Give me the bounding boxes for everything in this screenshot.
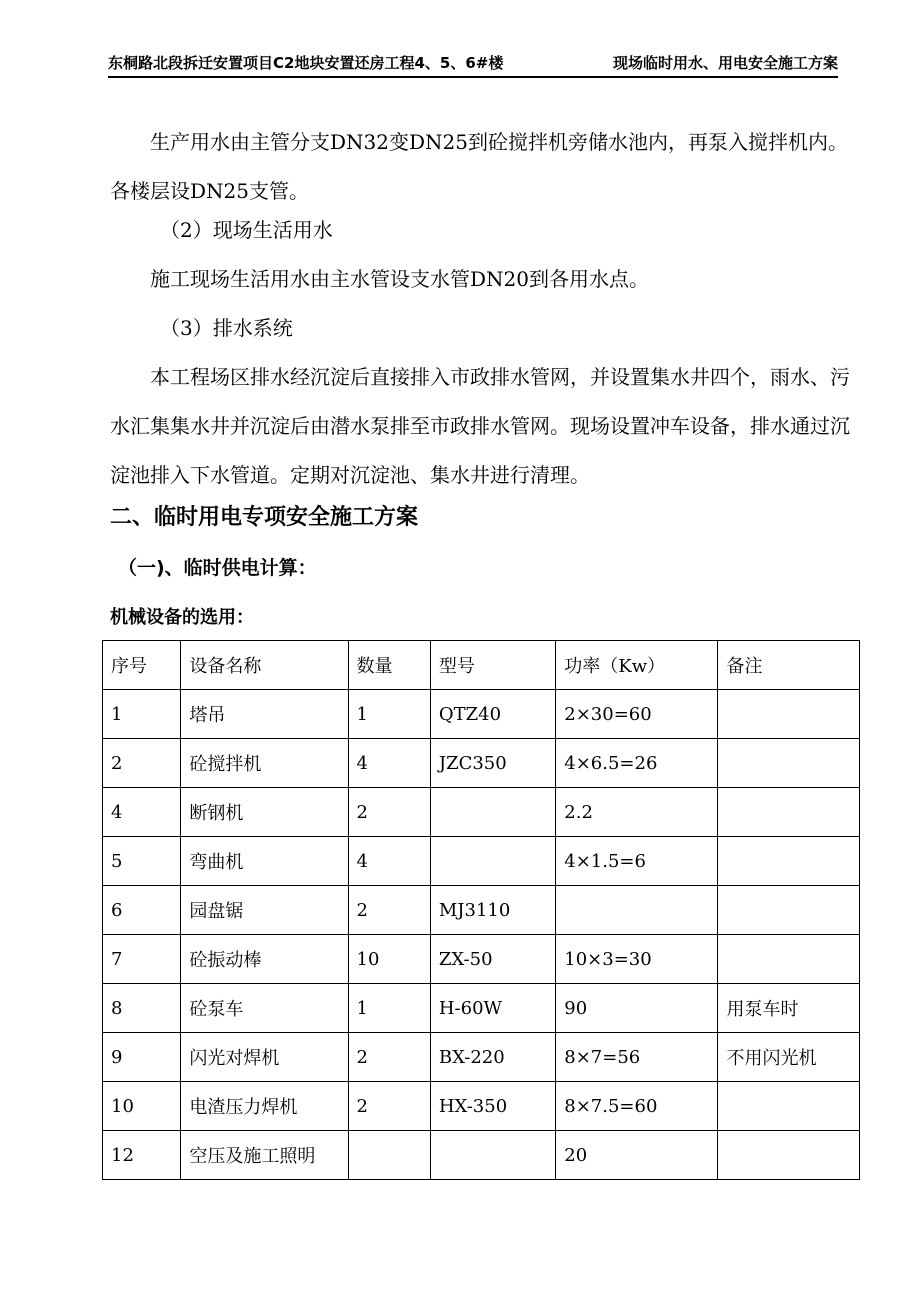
table-cell (348, 1131, 430, 1180)
table-cell: 闪光对焊机 (181, 1033, 348, 1082)
section-title: 二、临时用电专项安全施工方案 (110, 505, 419, 530)
table-cell: 90 (556, 984, 718, 1033)
column-header: 备注 (718, 641, 860, 690)
table-row (103, 935, 860, 984)
subheading-living-water: （2）现场生活用水 (160, 218, 333, 242)
table-cell (718, 886, 860, 935)
table-cell (718, 1131, 860, 1180)
table-cell: 弯曲机 (181, 837, 348, 886)
table-cell (430, 1131, 555, 1180)
table-cell: H-60W (430, 984, 555, 1033)
table-cell: 9 (103, 1033, 181, 1082)
table-row (103, 788, 860, 837)
table-cell: 8×7.5=60 (556, 1082, 718, 1131)
header-project-name: 东桐路北段拆迁安置项目C2地块安置还房工程4、5、6#楼 (108, 54, 504, 72)
column-header: 功率（Kw） (556, 641, 718, 690)
table-cell: 砼泵车 (181, 984, 348, 1033)
table-caption: 机械设备的选用： (110, 607, 254, 628)
table-cell: BX-220 (430, 1033, 555, 1082)
table-cell: JZC350 (430, 739, 555, 788)
table-cell: 电渣压力焊机 (181, 1082, 348, 1131)
table-cell: 2×30=60 (556, 690, 718, 739)
table-cell: 用泵车时 (718, 984, 860, 1033)
paragraph-production-water: 生产用水由主管分支DN32变DN25到砼搅拌机旁储水池内，再泵入搅拌机内。各楼层设DN25支管。 (110, 130, 848, 203)
table-cell (718, 837, 860, 886)
table-row (103, 886, 860, 935)
table-cell: 2 (103, 739, 181, 788)
table-row (103, 984, 860, 1033)
table-cell: 1 (348, 984, 430, 1033)
table-cell: 8×7=56 (556, 1033, 718, 1082)
column-header: 数量 (348, 641, 430, 690)
table-cell: MJ3110 (430, 886, 555, 935)
column-header: 序号 (103, 641, 181, 690)
table-cell: 塔吊 (181, 690, 348, 739)
header-document-title: 现场临时用水、用电安全施工方案 (612, 54, 838, 72)
table-cell: 1 (348, 690, 430, 739)
table-cell (718, 788, 860, 837)
table-cell: 2 (348, 1033, 430, 1082)
table-cell (430, 837, 555, 886)
table-header-row (103, 641, 860, 690)
table-cell: 12 (103, 1131, 181, 1180)
table-cell: 4 (348, 837, 430, 886)
table-row (103, 1131, 860, 1180)
table-cell (430, 788, 555, 837)
table-cell (718, 1082, 860, 1131)
paragraph-living-water: 施工现场生活用水由主水管设支水管DN20到各用水点。 (150, 267, 649, 291)
table-cell (718, 935, 860, 984)
table-cell: 2 (348, 788, 430, 837)
table-row (103, 1082, 860, 1131)
table-cell: 砼振动棒 (181, 935, 348, 984)
table-cell: 4 (348, 739, 430, 788)
table-cell: 8 (103, 984, 181, 1033)
table-row (103, 1033, 860, 1082)
table-cell: 1 (103, 690, 181, 739)
table-cell: 2 (348, 886, 430, 935)
table-cell: QTZ40 (430, 690, 555, 739)
equipment-table (102, 640, 860, 1180)
page-header (108, 48, 838, 78)
table-cell: 5 (103, 837, 181, 886)
subsection-title: （一)、临时供电计算： (118, 557, 317, 579)
table-cell: 园盘锯 (181, 886, 348, 935)
table-cell: 10 (103, 1082, 181, 1131)
column-header: 型号 (430, 641, 555, 690)
table-cell: 20 (556, 1131, 718, 1180)
table-cell: 2.2 (556, 788, 718, 837)
table-cell: 10×3=30 (556, 935, 718, 984)
table-cell: 4×6.5=26 (556, 739, 718, 788)
table-cell: 砼搅拌机 (181, 739, 348, 788)
table-cell: 10 (348, 935, 430, 984)
table-cell: 空压及施工照明 (181, 1131, 348, 1180)
table-cell: HX-350 (430, 1082, 555, 1131)
table-cell (718, 690, 860, 739)
table-cell: 不用闪光机 (718, 1033, 860, 1082)
table-cell: 2 (348, 1082, 430, 1131)
table-cell: ZX-50 (430, 935, 555, 984)
table-cell: 7 (103, 935, 181, 984)
table-cell: 断钢机 (181, 788, 348, 837)
table-cell: 6 (103, 886, 181, 935)
table-body (103, 690, 860, 1180)
column-header: 设备名称 (181, 641, 348, 690)
paragraph-drainage: 本工程场区排水经沉淀后直接排入市政排水管网，并设置集水井四个，雨水、污水汇集集水井并沉淀后由潜水泵排至市政排水管网。现场设置冲车设备，排水通过沉淀池排入下水管道。定期对沉淀池、集水井进行清理。 (110, 365, 850, 487)
table-cell: 4×1.5=6 (556, 837, 718, 886)
subheading-drainage: （3）排水系统 (160, 316, 293, 340)
table-cell: 4 (103, 788, 181, 837)
table-row (103, 739, 860, 788)
table-cell (718, 739, 860, 788)
table-row (103, 837, 860, 886)
table-row (103, 690, 860, 739)
table-cell (556, 886, 718, 935)
